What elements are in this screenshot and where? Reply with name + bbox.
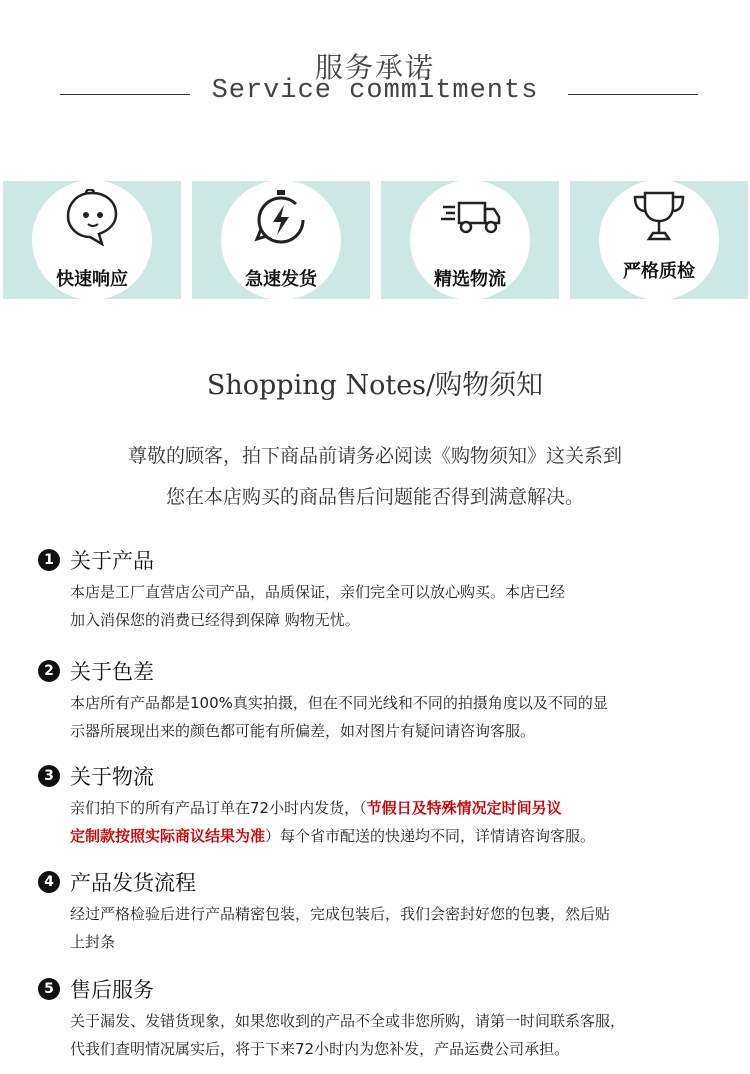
section-number-badge: 1 [38, 549, 60, 571]
service-tile-fast-response [3, 181, 181, 299]
section-title: 关于产品 [70, 549, 154, 573]
delivery-truck-icon [436, 189, 506, 247]
section-number-badge: 2 [38, 660, 60, 682]
service-label: 严格质检 [623, 261, 695, 282]
page-title-cn: 服务承诺 [314, 51, 435, 84]
section-color-difference [38, 657, 718, 745]
section-text-line: 上封条 [70, 933, 116, 951]
section-number-badge: 5 [38, 978, 60, 1000]
section-about-product [38, 546, 718, 634]
shopping-notes-intro [0, 436, 750, 518]
section-text: ）每个省市配送的快递均不同，详情请咨询客服。 [265, 827, 596, 845]
section-after-sales [38, 975, 718, 1063]
section-title: 售后服务 [70, 978, 154, 1002]
page-title-en: Service commitments [211, 76, 539, 106]
service-label: 快速响应 [56, 269, 128, 290]
section-number-badge: 3 [38, 765, 60, 787]
section-title: 关于物流 [70, 765, 154, 789]
intro-line: 您在本店购买的商品售后问题能否得到满意解决。 [165, 486, 584, 508]
service-tile-fast-shipping [192, 181, 370, 299]
section-number-badge: 4 [38, 871, 60, 893]
service-tiles [0, 181, 750, 299]
section-text-line [70, 794, 718, 822]
section-title: 关于色差 [70, 660, 154, 684]
trophy-icon [629, 187, 689, 245]
intro-line: 尊敬的顾客，拍下商品前请务必阅读《购物须知》这关系到 [127, 445, 622, 467]
service-label: 急速发货 [245, 269, 317, 290]
highlight-text: 定制款按照实际商议结果为准 [70, 827, 266, 845]
section-text-line: 代我们查明情况属实后，将于下来72小时内为您补发，产品运费公司承担。 [70, 1040, 570, 1058]
section-text-line: 关于漏发、发错货现象，如果您收到的产品不全或非您所购，请第一时间联系客服， [70, 1012, 626, 1030]
highlight-text: 节假日及特殊情况定时间另议 [366, 799, 562, 817]
service-tile-logistics [381, 181, 559, 299]
section-logistics [38, 762, 718, 850]
stopwatch-lightning-icon [251, 189, 311, 247]
shopping-notes-title: Shopping Notes/购物须知 [206, 370, 544, 401]
section-title: 产品发货流程 [70, 871, 196, 895]
chat-bubble-face-icon [62, 189, 122, 247]
service-label: 精选物流 [434, 269, 506, 290]
section-text-line: 经过严格检验后进行产品精密包装，完成包装后，我们会密封好您的包裹，然后贴 [70, 905, 611, 923]
section-text-line: 示器所展现出来的颜色都可能有所偏差，如对图片有疑问请咨询客服。 [70, 722, 536, 740]
section-text-line: 本店是工厂直营店公司产品，品质保证，亲们完全可以放心购买。本店已经 [70, 583, 566, 601]
title-rule-right [568, 94, 698, 95]
section-text: 亲们拍下的所有产品订单在72小时内发货，（ [70, 799, 367, 817]
header [0, 0, 750, 120]
section-text-line [70, 822, 718, 850]
section-shipping-process [38, 868, 718, 956]
section-text-line: 加入消保您的消费已经得到保障 购物无忧。 [70, 611, 360, 629]
service-tile-quality-check [570, 181, 748, 299]
section-text-line: 本店所有产品都是100%真实拍摄，但在不同光线和不同的拍摄角度以及不同的显 [70, 694, 608, 712]
